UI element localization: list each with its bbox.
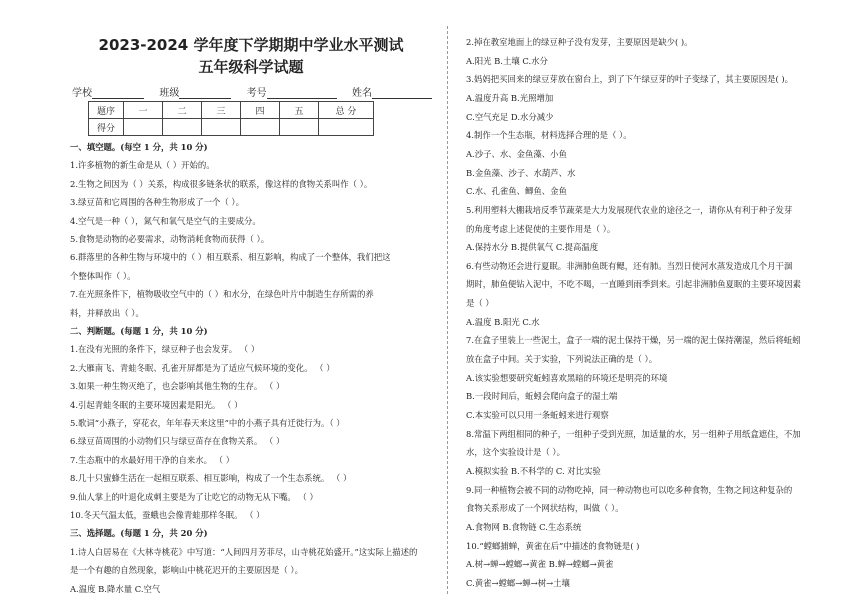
score-header-cell: 一 — [124, 102, 163, 119]
question-line: 4.引起青蛙冬眠的主要环境因素是阳光。 （ ） — [70, 399, 243, 410]
question-line: 4.空气是一种（ ），氮气和氧气是空气的主要成分。 — [70, 215, 261, 226]
question-line: C.水、孔雀鱼、鲫鱼、金鱼 — [466, 186, 567, 197]
score-row-label: 得分 — [89, 119, 124, 136]
question-line: C.本实验可以只用一条蚯蚓来进行观察 — [466, 410, 609, 420]
score-table — [88, 101, 374, 136]
question-line: B.金鱼藻、沙子、水葫芦、水 — [466, 167, 576, 178]
question-line: 1.在没有光照的条件下，绿豆种子也会发芽。 （ ） — [70, 344, 260, 355]
score-table-header-row — [89, 102, 374, 119]
question-line: 是（ ） — [466, 298, 494, 309]
score-header-cell: 总 分 — [319, 102, 374, 119]
question-line: 5.食物是动物的必要需求，动物消耗食物而获得（ ）。 — [70, 234, 270, 244]
question-line: 2.大雁南飞、青蛙冬眠、孔雀开屏都是为了适应气候环境的变化。 （ ） — [70, 362, 335, 373]
question-line: B.一段时间后，蚯蚓会爬向盒子的湿土端 — [466, 391, 618, 402]
question-line: 1.诗人白居易在《大林寺桃花》中写道：“人间四月芳菲尽，山寺桃花始盛开。”这实际上描述的 — [70, 546, 418, 557]
question-line: 是一个有趣的自然现象，影响山中桃花迟开的主要原因是（ ）。 — [70, 565, 303, 576]
question-line: C.空气充足 D.水分减少 — [466, 111, 554, 122]
name-field[interactable]: 姓名 — [352, 84, 432, 99]
score-cell[interactable] — [319, 119, 374, 136]
question-line: 2.生物之间因为（ ）关系，构成很多链条状的联系，像这样的食物关系叫作（ ）。 — [70, 178, 373, 189]
score-cell[interactable] — [280, 119, 319, 136]
question-line: 4.制作一个生态瓶，材料选择合理的是（ ）。 — [466, 130, 632, 141]
score-table-score-row — [89, 119, 374, 136]
question-line: 7.生态瓶中的水最好用干净的自来水。 （ ） — [70, 454, 235, 465]
school-field[interactable]: 学校 — [72, 84, 144, 99]
question-line: A.阳光 B.土壤 C.水分 — [466, 55, 548, 66]
question-line: A.温度 B.降水量 C.空气 — [70, 583, 161, 594]
question-line: 6.群落里的各种生物与环境中的（ ）相互联系、相互影响，构成了一个整体，我们把这 — [70, 252, 391, 263]
score-cell[interactable] — [124, 119, 163, 136]
question-line: 5.歌词“小燕子，穿花衣，年年春天来这里”中的小燕子具有迁徙行为。（ ） — [70, 418, 345, 428]
question-line: A.模拟实验 B.不科学的 C. 对比实验 — [466, 465, 601, 476]
score-cell[interactable] — [241, 119, 280, 136]
question-line: 8.常温下两组相同的种子，一组种子受到光照，加适量的水，另一组种子用纸盒遮住，不加 — [466, 428, 801, 439]
section-heading: 三、选择题。(每题 1 分，共 20 分) — [70, 528, 208, 539]
question-line: 6.绿豆苗周围的小动物们只与绿豆苗存在食物关系。 （ ） — [70, 436, 285, 447]
question-line: A.该实验想要研究蚯蚓喜欢黑暗的环境还是明亮的环境 — [466, 372, 668, 383]
exam-number-field[interactable]: 考号 — [247, 84, 337, 99]
question-line: A.沙子、水、金鱼藻、小鱼 — [466, 148, 567, 159]
question-line: 3.如果一种生物灭绝了，也会影响其他生物的生存。 （ ） — [70, 381, 285, 392]
score-cell[interactable] — [163, 119, 202, 136]
score-header-cell: 四 — [241, 102, 280, 119]
score-cell[interactable] — [202, 119, 241, 136]
score-header-cell: 五 — [280, 102, 319, 119]
student-info-row — [72, 84, 432, 99]
question-line: 7.在盒子里装上一些泥土，盒子一端的泥土保持干燥，另一端的泥土保持潮湿，然后将蚯蚓 — [466, 335, 801, 346]
question-line: 食物关系形成了一个网状结构，叫做（ ）。 — [466, 503, 624, 514]
question-line: C.黄雀→螳螂→蝉→树→土壤 — [466, 577, 570, 588]
question-line: A.保持水分 B.提供氧气 C.提高温度 — [466, 242, 599, 253]
question-line: 1.许多植物的新生命是从（ ）开始的。 — [70, 160, 215, 171]
question-line: 期时，肺鱼便钻入泥中，不吃不喝，一直睡到雨季到来。引起非洲肺鱼夏眠的主要环境因素 — [466, 279, 801, 290]
question-line: 10.冬天气温太低，蚕蛾也会像青蛙那样冬眠。 （ ） — [70, 510, 265, 520]
question-line: 5.利用塑料大棚栽培反季节蔬菜是大力发展现代农业的途径之一，请你从有利于种子发芽 — [466, 204, 793, 215]
section-heading: 一、填空题。(每空 1 分，共 10 分) — [70, 142, 208, 152]
score-header-cell: 二 — [163, 102, 202, 119]
question-line: 10.“螳螂捕蝉，黄雀在后”中描述的食物链是( ) — [466, 540, 640, 551]
question-line: 个整体叫作（ ）。 — [70, 270, 136, 281]
question-line: 2.掉在教室地面上的绿豆种子没有发芽，主要原因是缺少( )。 — [466, 37, 693, 47]
question-line: 8.几十只蜜蜂生活在一起相互联系、相互影响，构成了一个生态系统。 （ ） — [70, 473, 352, 484]
question-line: A.温度 B.阳光 C.水 — [466, 316, 540, 327]
question-line: 料，并释放出（ ）。 — [70, 307, 144, 318]
question-line: 水，这个实验设计是（ ）。 — [466, 447, 565, 458]
question-line: A.食物网 B.食物链 C.生态系统 — [466, 521, 582, 532]
score-header-cell: 三 — [202, 102, 241, 119]
score-header-cell: 题序 — [89, 102, 124, 119]
question-line: 9.同一种植物会被不同的动物吃掉，同一种动物也可以吃多种食物，生物之间这种复杂的 — [466, 484, 793, 495]
question-line: 3.妈妈把买回来的绿豆芽放在窗台上，到了下午绿豆芽的叶子变绿了，其主要原因是( )。 — [466, 74, 794, 85]
question-line: 7.在光照条件下，植物吸收空气中的（ ）和水分，在绿色叶片中制造生存所需的养 — [70, 289, 374, 300]
section-heading: 二、判断题。(每题 1 分，共 10 分) — [70, 326, 208, 336]
question-line: 的角度考虑上述促使的主要作用是（ ）。 — [466, 223, 616, 234]
question-line: 6.有些动物还会进行夏眠。非洲肺鱼既有鳃，还有肺。当烈日使河水蒸发造成几个月干涸 — [466, 260, 793, 271]
column-divider — [447, 26, 448, 594]
question-line: 9.仙人掌上的叶退化成刺主要是为了让吃它的动物无从下嘴。 （ ） — [70, 491, 318, 502]
question-line: 放在盒子中间。关于实验，下列说法正确的是（ ）。 — [466, 354, 658, 365]
question-line: A.树→蝉→螳螂→黄雀 B.蝉→螳螂→黄雀 — [466, 559, 614, 570]
question-line: 3.绿豆苗和它周围的各种生物形成了一个（ ）。 — [70, 197, 244, 208]
question-line: A.温度升高 B.光照增加 — [466, 92, 554, 103]
class-field[interactable]: 班级 — [159, 84, 231, 99]
exam-title: 2023-2024 学年度下学期期中学业水平测试 — [98, 36, 404, 54]
exam-subtitle: 五年级科学试题 — [198, 58, 304, 76]
